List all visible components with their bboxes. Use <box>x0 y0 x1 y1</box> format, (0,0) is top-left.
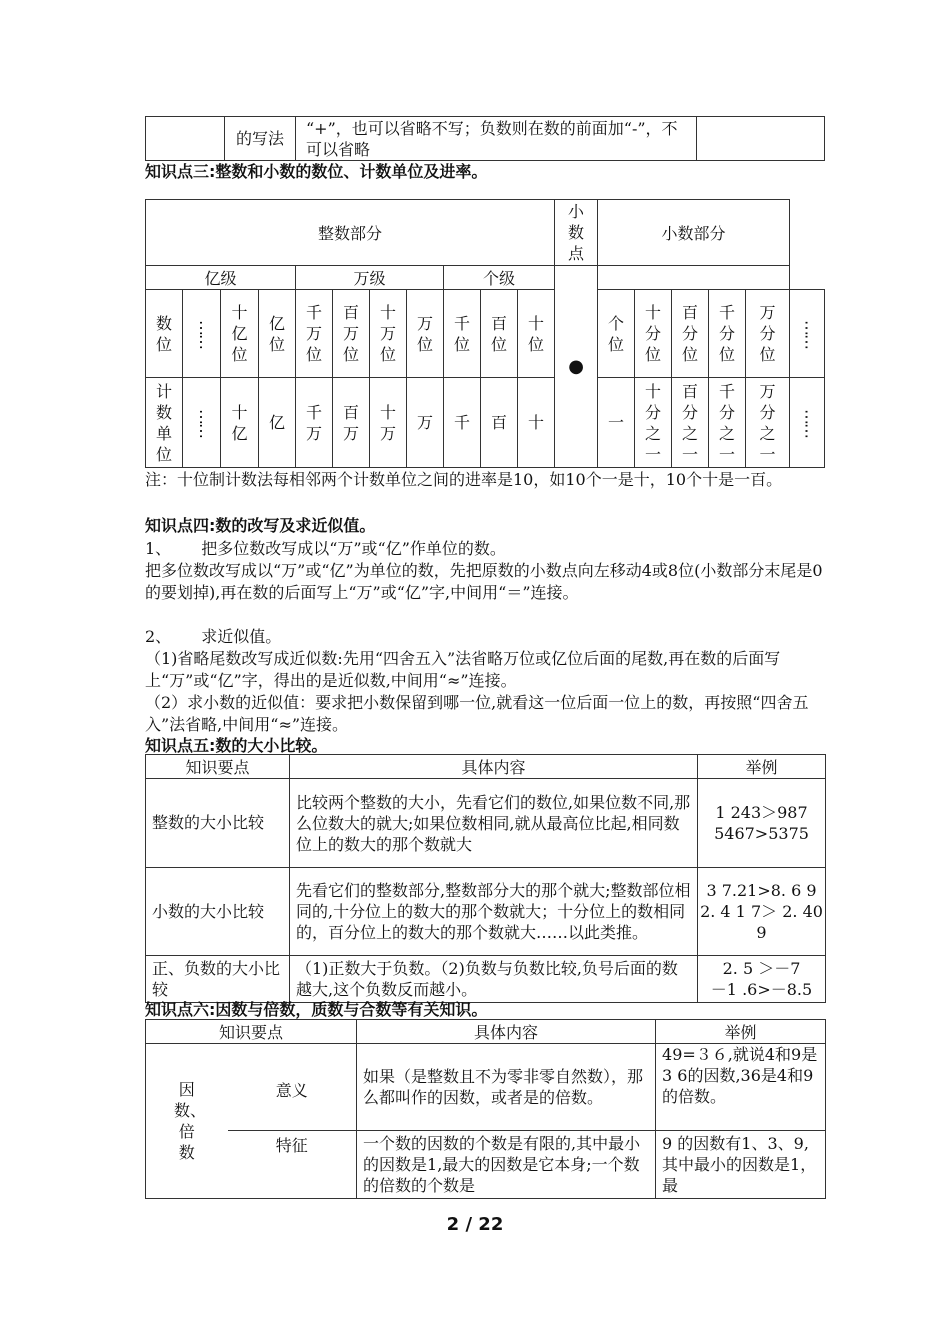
col-header: 举例 <box>698 755 826 779</box>
level-ge: 个级 <box>444 266 555 290</box>
note: 注：十位制计数法每相邻两个计数单位之间的进率是10，如10个一是十，10个十是一百。 <box>145 470 783 489</box>
empty-cell <box>146 117 225 161</box>
unit-cell: 千 <box>444 378 481 468</box>
place-value-table <box>145 199 825 468</box>
content-cell: （1)正数大于负数。（2)负数与负数比较,负号后面的数越大,这个负数反而越小。 <box>290 956 698 1003</box>
unit-cell: 十 <box>518 378 555 468</box>
col-header: 具体内容 <box>290 755 698 779</box>
paragraph: （2）求小数的近似值：要求把小数保留到哪一位,就看这一位后面一位上的数，再按照“四舍五入”法省略,中间用“≈”连接。 <box>145 693 809 734</box>
integer-part-header: 整数部分 <box>146 200 555 266</box>
section-number: 2、 <box>145 627 172 646</box>
unit-cell: 十亿 <box>221 378 259 468</box>
point-cell: 小数的大小比较 <box>146 868 290 956</box>
content-cell: 如果（是整数且不为零非零自然数），那么都叫作的因数，或者是的倍数。 <box>357 1044 656 1131</box>
section-title: 求近似值。 <box>201 627 282 646</box>
example-line: 2. 5 ＞－7 <box>722 959 801 978</box>
unit-cell: 百万 <box>333 378 370 468</box>
place-cell: 个位 <box>598 290 635 378</box>
content-cell: 先看它们的整数部分,整数部分大的那个就大;整数部位相同的,十分位上的数大的那个数就大；十分位上的数相同的，百分位上的数大的那个数就大……以此类推。 <box>290 868 698 956</box>
unit-cell: 万 <box>407 378 444 468</box>
cell-content: “+”，也可以省略不写；负数则在数的前面加“-”，不可以省略 <box>296 117 697 161</box>
unit-cell: 百 <box>481 378 518 468</box>
col-header: 具体内容 <box>357 1020 656 1044</box>
factor-multiple-table <box>145 1019 826 1199</box>
place-cell: 千位 <box>444 290 481 378</box>
row-label-unit: 计数单位 <box>146 378 183 468</box>
place-cell: 十万位 <box>370 290 407 378</box>
group-label: 因数、倍数 <box>146 1044 228 1199</box>
place-cell: 亿位 <box>259 290 296 378</box>
decimal-unit-cell: 万分之一 <box>746 378 790 468</box>
heading-kp4: 知识点四:数的改写及求近似值。 <box>145 516 376 535</box>
example-cell <box>698 779 826 868</box>
row-label-place: 数位 <box>146 290 183 378</box>
decimal-point-header: 小数点 <box>555 200 598 266</box>
content-cell: 比较两个整数的大小，先看它们的数位,如果位数不同,那么位数大的就大;如果位数相同,就从最高位比起,相同数位上的数大的那个数就大 <box>290 779 698 868</box>
cell-label: 的写法 <box>225 117 296 161</box>
heading-kp6: 知识点六:因数与倍数，质数与合数等有关知识。 <box>145 1000 488 1019</box>
empty-cell <box>697 117 825 161</box>
place-cell: 百位 <box>481 290 518 378</box>
unit-cell: 亿 <box>259 378 296 468</box>
place-cell: 百万位 <box>333 290 370 378</box>
ellipsis: ⋯⋯ <box>183 290 221 378</box>
decimal-place-cell: 百分位 <box>672 290 709 378</box>
heading-kp5: 知识点五:数的大小比较。 <box>145 736 328 755</box>
unit-cell: 千万 <box>296 378 333 468</box>
example-line: －1 .6>－8.5 <box>710 980 813 999</box>
example-cell <box>698 956 826 1003</box>
ellipsis: ⋯⋯ <box>790 290 825 378</box>
paragraph: 把多位数改写成以“万”或“亿”为单位的数，先把原数的小数点向左移动4或8位(小数部分末尾是0的要划掉),再在数的后面写上“万”或“亿”字,中间用“＝”连接。 <box>145 561 823 602</box>
paragraph: （1)省略尾数改写成近似数:先用“四舍五入”法省略万位或亿位后面的尾数,再在数的后面写上“万”或“亿”字，得出的是近似数,中间用“≈”连接。 <box>145 649 781 690</box>
point-cell: 意义 <box>228 1044 357 1131</box>
section-title: 把多位数改写成以“万”或“亿”作单位的数。 <box>201 539 506 558</box>
place-cell: 十位 <box>518 290 555 378</box>
place-cell: 万位 <box>407 290 444 378</box>
heading-kp3: 知识点三:整数和小数的数位、计数单位及进率。 <box>145 162 488 181</box>
example-line: 3 7.21>8. 6 9 <box>706 881 817 900</box>
example-line: 5467>5375 <box>714 824 809 843</box>
place-cell: 千万位 <box>296 290 333 378</box>
unit-cell: 十万 <box>370 378 407 468</box>
decimal-part-header: 小数部分 <box>598 200 790 266</box>
example-cell: 49=３６,就说4和9是3 6的因数,36是4和9的倍数。 <box>656 1044 826 1131</box>
col-header: 知识要点 <box>146 755 290 779</box>
ellipsis: ⋯⋯ <box>790 378 825 468</box>
level-wan: 万级 <box>296 266 444 290</box>
place-cell: 十亿位 <box>221 290 259 378</box>
decimal-point-dot: ● <box>555 266 598 468</box>
example-line: 1 243＞987 <box>715 803 808 822</box>
decimal-place-cell: 万分位 <box>746 290 790 378</box>
section-number: 1、 <box>145 539 172 558</box>
level-yi: 亿级 <box>146 266 296 290</box>
decimal-unit-cell: 千分之一 <box>709 378 746 468</box>
comparison-table <box>145 754 826 1003</box>
decimal-place-cell: 十分位 <box>635 290 672 378</box>
example-line: 2. 4 1 7＞ 2. 40 9 <box>700 902 823 942</box>
page-number: 2 / 22 <box>446 1214 504 1235</box>
ellipsis: ⋯⋯ <box>183 378 221 468</box>
decimal-unit-cell: 十分之一 <box>635 378 672 468</box>
decimal-place-cell: 千分位 <box>709 290 746 378</box>
point-cell: 正、负数的大小比较 <box>146 956 290 1003</box>
point-cell: 整数的大小比较 <box>146 779 290 868</box>
empty-cell <box>598 266 790 290</box>
decimal-unit-cell: 百分之一 <box>672 378 709 468</box>
example-cell: 9 的因数有1、3、9,其中最小的因数是1，最 <box>656 1131 826 1199</box>
col-header: 知识要点 <box>146 1020 357 1044</box>
unit-cell: 一 <box>598 378 635 468</box>
col-header: 举例 <box>656 1020 826 1044</box>
example-cell <box>698 868 826 956</box>
top-continuation-table <box>145 116 825 161</box>
content-cell: 一个数的因数的个数是有限的,其中最小的因数是1,最大的因数是它本身;一个数的倍数的个数是 <box>357 1131 656 1199</box>
point-cell: 特征 <box>228 1131 357 1199</box>
